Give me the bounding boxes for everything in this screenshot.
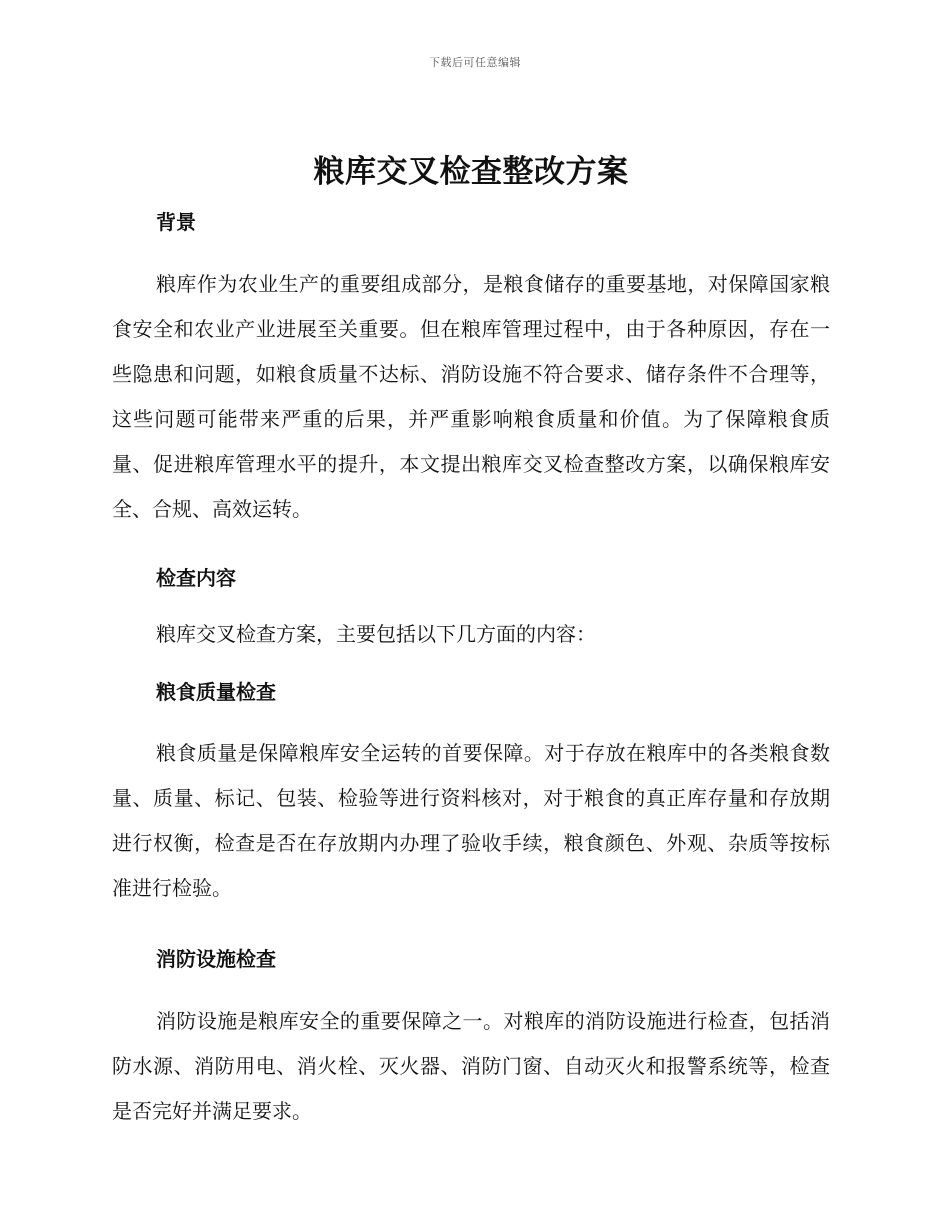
section-paragraph-grain-quality: 粮食质量是保障粮库安全运转的首要保障。对于存放在粮库中的各类粮食数量、质量、标记、包装、检验等进行资料核对，对于粮食的真正库存量和存放期进行权衡，检查是否在存放期内办理了验收手续，粮食颜色、外观、杂质等按标准进行检验。 bbox=[112, 741, 830, 900]
section-paragraph-background: 粮库作为农业生产的重要组成部分，是粮食储存的重要基地，对保障国家粮食安全和农业产业进展至关重要。但在粮库管理过程中，由于各种原因，存在一些隐患和问题，如粮食质量不达标、消防设施不符合要求、储存条件不合理等，这些问题可能带来严重的后果，并严重影响粮食质量和价值。为了保障粮食质量、促进粮库管理水平的提升，本文提出粮库交叉检查整改方案，以确保粮库安全、合规、高效运转。 bbox=[112, 272, 830, 521]
page-header: 下载后可任意编辑 bbox=[429, 56, 521, 69]
section-heading-grain-quality: 粮食质量检查 bbox=[156, 680, 276, 704]
document-body bbox=[112, 150, 830, 1134]
section-heading-fire-facilities: 消防设施检查 bbox=[156, 947, 276, 971]
document-title: 粮库交叉检查整改方案 bbox=[313, 154, 629, 190]
section-heading-inspection-content: 检查内容 bbox=[156, 566, 236, 590]
section-paragraph-inspection-content: 粮库交叉检查方案，主要包括以下几方面的内容： bbox=[156, 622, 596, 646]
section-heading-background: 背景 bbox=[156, 210, 196, 234]
section-paragraph-fire-facilities: 消防设施是粮库安全的重要保障之一。对粮库的消防设施进行检查，包括消防水源、消防用电、消火栓、灭火器、消防门窗、自动灭火和报警系统等，检查是否完好并满足要求。 bbox=[112, 1009, 830, 1123]
